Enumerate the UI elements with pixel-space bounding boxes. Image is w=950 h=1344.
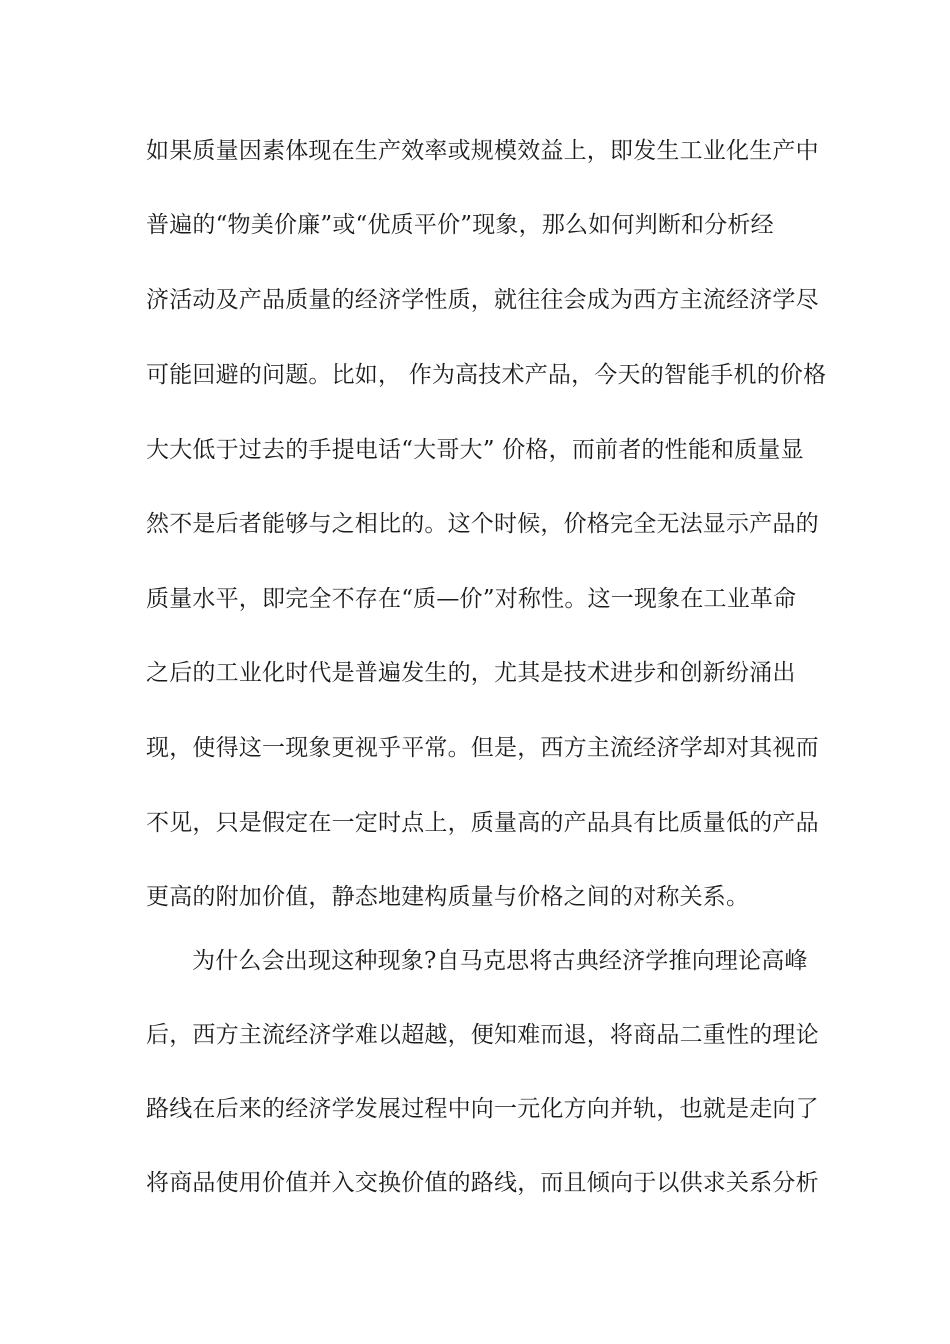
text-line: 路线在后来的经济学发展过程中向一元化方向并轨，也就是走向了 (146, 1096, 819, 1122)
text-line: 如果质量因素体现在生产效率或规模效益上，即发生工业化生产中 (146, 138, 819, 164)
text-line: 后，西方主流经济学难以超越，便知难而退，将商品二重性的理论 (146, 1022, 819, 1048)
text-line: 将商品使用价值并入交换价值的路线，而且倾向于以供求关系分析 (146, 1170, 819, 1196)
text-line: 普遍的“物美价廉”或“优质平价”现象，那么如何判断和分析经 (146, 212, 774, 238)
text-line: 大大低于过去的手提电话“大哥大” 价格，而前者的性能和质量显 (146, 437, 804, 463)
paragraph-first-line: 为什么会出现这种现象?自马克思将古典经济学推向理论高峰 (192, 948, 808, 974)
text-line: 可能回避的问题。比如， 作为高技术产品，今天的智能手机的价格 (146, 362, 827, 388)
text-line: 质量水平，即完全不存在“质—价”对称性。这一现象在工业革命 (146, 586, 797, 612)
text-line: 现，使得这一现象更视乎平常。但是，西方主流经济学却对其视而 (146, 735, 819, 761)
text-line: 济活动及产品质量的经济学性质，就往往会成为西方主流经济学尽 (146, 287, 819, 313)
text-line: 之后的工业化时代是普遍发生的，尤其是技术进步和创新纷涌出 (146, 660, 796, 686)
text-line: 不见，只是假定在一定时点上，质量高的产品具有比质量低的产品 (146, 810, 819, 836)
text-line: 然不是后者能够与之相比的。这个时候，价格完全无法显示产品的 (146, 511, 819, 537)
text-line: 更高的附加价值，静态地建构质量与价格之间的对称关系。 (146, 884, 750, 910)
